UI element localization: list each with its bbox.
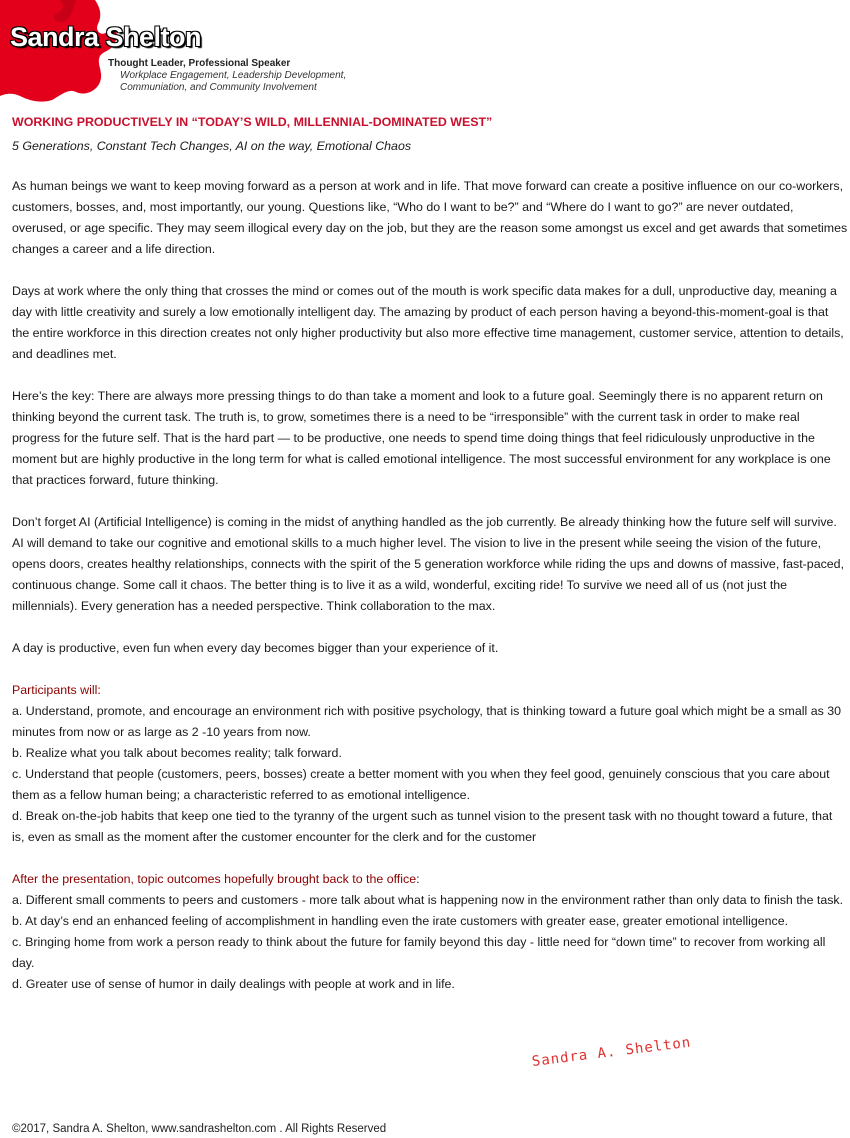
participants-list: [12, 701, 848, 848]
body-paragraph: A day is productive, even fun when every day becomes bigger than your experience of it.: [12, 641, 499, 655]
signature: Sandra A. Shelton: [531, 1034, 693, 1070]
brand-name: Sandra Shelton: [10, 22, 202, 52]
list-item: c. Understand that people (customers, peers, bosses) create a better moment with you when they feel good, genuinely conscious that you care about them as a fellow human being; a characteristic referred to as emotional intelligence.: [12, 767, 830, 802]
body-paragraph: Here’s the key: There are always more pressing things to do than take a moment and look to a future goal. Seemingly there is no apparent return on thinking beyond the current task. The truth is, to grow, sometimes there is a need to be “irresponsible” with the current task in order to make real progress for the future self. That is the hard part — to be productive, one needs to spend time doing things that feel ridiculously unproductive in the moment but are highly productive in the long term for what is called emotional intelligence. The most successful environment for any workplace is one that practices forward, future thinking.: [12, 389, 831, 487]
copyright-footer: ©2017, Sandra A. Shelton, www.sandrashelton.com . All Rights Reserved: [12, 1123, 387, 1135]
letterhead: [0, 0, 360, 105]
list-item: c. Bringing home from work a person ready to think about the future for family beyond this day - little need for “down time” to recover from working all day.: [12, 935, 826, 970]
outcomes-heading-colon: :: [416, 872, 420, 886]
body-paragraph: Don’t forget AI (Artificial Intelligence) is coming in the midst of anything handled as the job currently. Be already thinking how the future self will survive. AI will demand to take our cognitive and emotional skills to a much higher level. The vision to live in the present while seeing the vision of the future, opens doors, creates healthy relationships, connects with the spirit of the 5 generation workforce while riding the ups and downs of massive, fast-paced, continuous change. Some call it chaos. The better thing is to live it as a wild, wonderful, exciting ride! To survive we need all of us (not just the millennials). Every generation has a needed perspective. Think collaboration to the max.: [12, 515, 845, 613]
outcomes-list: [12, 890, 848, 995]
document-body: [12, 112, 848, 1016]
list-item: b. At day’s end an enhanced feeling of accomplishment in handling even the irate customers with greater ease, greater emotional intelligence.: [12, 914, 789, 928]
outcomes-heading-row: [12, 869, 848, 890]
list-item: d. Break on-the-job habits that keep one tied to the tyranny of the urgent such as tunnel vision to the present task with no thought toward a future, that is, even as small as the moment after the customer encounter for the clerk and for the customer: [12, 809, 833, 844]
document-subtitle: 5 Generations, Constant Tech Changes, AI on the way, Emotional Chaos: [12, 139, 412, 153]
list-item: b. Realize what you talk about becomes reality; talk forward.: [12, 746, 342, 760]
list-item: d. Greater use of sense of humor in daily dealings with people at work and in life.: [12, 977, 455, 991]
list-item: a. Understand, promote, and encourage an environment rich with positive psychology, that is thinking toward a future goal which might be a small as 30 minutes from now or as large as 2 -10 years from now.: [12, 704, 842, 739]
brand-tagline: Thought Leader, Professional Speaker: [108, 58, 291, 69]
document-title: WORKING PRODUCTIVELY IN “TODAY’S WILD, MILLENNIAL-DOMINATED WEST”: [12, 115, 493, 129]
body-paragraph: As human beings we want to keep moving forward as a person at work and in life. That move forward can create a positive influence on our co-workers, customers, bosses, and, most importantly, our young. Questions like, “Who do I want to be?” and “Where do I want to go?” are never outdated, overused, or age specific. They may seem illogical every day on the job, but they are the reason some amongst us excel and get awards that sometimes changes a career and a life direction.: [12, 179, 848, 256]
outcomes-heading: After the presentation, topic outcomes hopefully brought back to the office: [12, 872, 417, 886]
body-paragraph: Days at work where the only thing that crosses the mind or comes out of the mouth is work specific data makes for a dull, unproductive day, meaning a day with little creativity and surely a low emotionally intelligent day. The amazing by product of each person having a beyond-this-moment-goal is that the entire workforce in this direction creates not only higher productivity but also more effective time management, customer service, attention to details, and deadlines met.: [12, 284, 844, 361]
brand-subtitle-line-2: Communiation, and Community Involvement: [120, 82, 317, 93]
brand-subtitle-line-1: Workplace Engagement, Leadership Development,: [120, 70, 347, 81]
list-item: a. Different small comments to peers and customers - more talk about what is happening now in the environment rather than only data to finish the task.: [12, 893, 844, 907]
participants-heading: Participants will:: [12, 683, 101, 697]
